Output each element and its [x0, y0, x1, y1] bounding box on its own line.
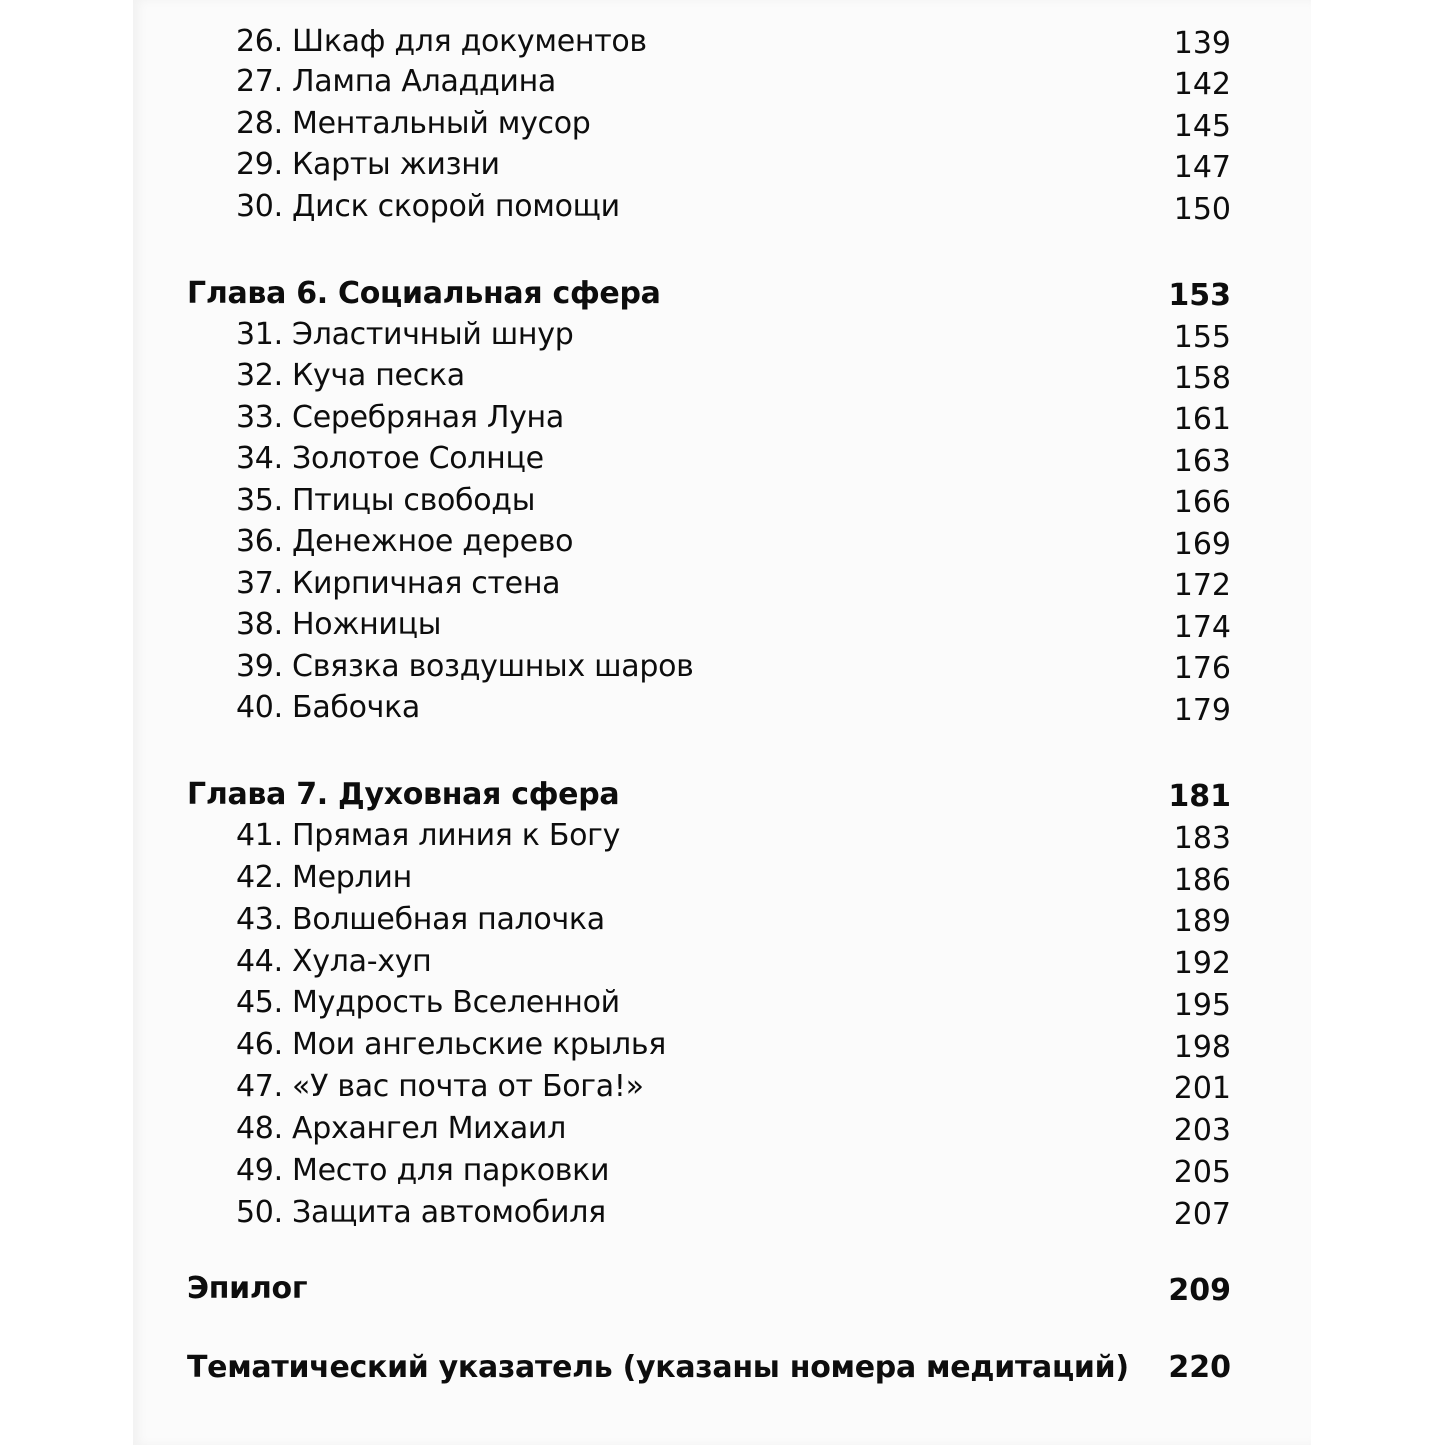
toc-page-47: 201	[1173, 1071, 1231, 1106]
toc-entry-26: 26. Шкаф для документов	[236, 24, 647, 59]
toc-page-49: 205	[1173, 1155, 1231, 1190]
toc-page-38: 174	[1173, 610, 1231, 645]
toc-entry-39: 39. Связка воздушных шаров	[236, 649, 694, 684]
toc-page-41: 183	[1173, 821, 1231, 856]
toc-entry-35: 35. Птицы свободы	[236, 483, 536, 518]
toc-entry-30: 30. Диск скорой помощи	[236, 189, 620, 224]
toc-entry-38: 38. Ножницы	[236, 607, 442, 642]
toc-page-37: 172	[1173, 568, 1231, 603]
toc-page-27: 142	[1173, 67, 1231, 102]
toc-page-29: 147	[1173, 150, 1231, 185]
toc-page-34: 163	[1173, 444, 1231, 479]
toc-entry-45: 45. Мудрость Вселенной	[236, 985, 620, 1020]
chapter-6-title: Глава 6. Социальная сфера	[187, 276, 661, 311]
toc-entry-40: 40. Бабочка	[236, 690, 420, 725]
toc-entry-43: 43. Волшебная палочка	[236, 902, 605, 937]
toc-page-44: 192	[1173, 946, 1231, 981]
index-page: 220	[1168, 1350, 1231, 1385]
toc-entry-31: 31. Эластичный шнур	[236, 317, 574, 352]
toc-page-42: 186	[1173, 863, 1231, 898]
toc-entry-36: 36. Денежное дерево	[236, 524, 574, 559]
toc-page-31: 155	[1173, 320, 1231, 355]
toc-page-30: 150	[1173, 192, 1231, 227]
toc-page-39: 176	[1173, 651, 1231, 686]
epilogue-page: 209	[1168, 1273, 1231, 1308]
epilogue-title: Эпилог	[187, 1271, 308, 1306]
toc-entry-48: 48. Архангел Михаил	[236, 1111, 566, 1146]
toc-entry-34: 34. Золотое Солнце	[236, 441, 544, 476]
toc-page-45: 195	[1173, 988, 1231, 1023]
toc-entry-28: 28. Ментальный мусор	[236, 106, 591, 141]
chapter-6-page: 153	[1168, 278, 1231, 313]
toc-page-40: 179	[1173, 693, 1231, 728]
chapter-7-title: Глава 7. Духовная сфера	[187, 777, 620, 812]
toc-entry-41: 41. Прямая линия к Богу	[236, 818, 621, 853]
toc-entry-42: 42. Мерлин	[236, 860, 412, 895]
toc-entry-29: 29. Карты жизни	[236, 147, 500, 182]
toc-page-33: 161	[1173, 402, 1231, 437]
toc-entry-37: 37. Кирпичная стена	[236, 566, 561, 601]
toc-page-50: 207	[1173, 1197, 1231, 1232]
toc-page-36: 169	[1173, 527, 1231, 562]
index-title: Тематический указатель (указаны номера медитаций)	[187, 1350, 1129, 1385]
toc-entry-49: 49. Место для парковки	[236, 1153, 610, 1188]
toc-entry-32: 32. Куча песка	[236, 358, 465, 393]
toc-page-46: 198	[1173, 1030, 1231, 1065]
chapter-7-page: 181	[1168, 779, 1231, 814]
toc-entry-44: 44. Хула-хуп	[236, 944, 432, 979]
toc-page-26: 139	[1173, 26, 1231, 61]
toc-page-32: 158	[1173, 361, 1231, 396]
toc-entry-46: 46. Мои ангельские крылья	[236, 1027, 666, 1062]
toc-page-28: 145	[1173, 109, 1231, 144]
toc-entry-50: 50. Защита автомобиля	[236, 1195, 606, 1230]
toc-entry-33: 33. Серебряная Луна	[236, 400, 564, 435]
toc-page-48: 203	[1173, 1113, 1231, 1148]
toc-entry-27: 27. Лампа Аладдина	[236, 64, 557, 99]
toc-page-43: 189	[1173, 904, 1231, 939]
toc-entry-47: 47. «У вас почта от Бога!»	[236, 1069, 644, 1104]
toc-page-35: 166	[1173, 485, 1231, 520]
